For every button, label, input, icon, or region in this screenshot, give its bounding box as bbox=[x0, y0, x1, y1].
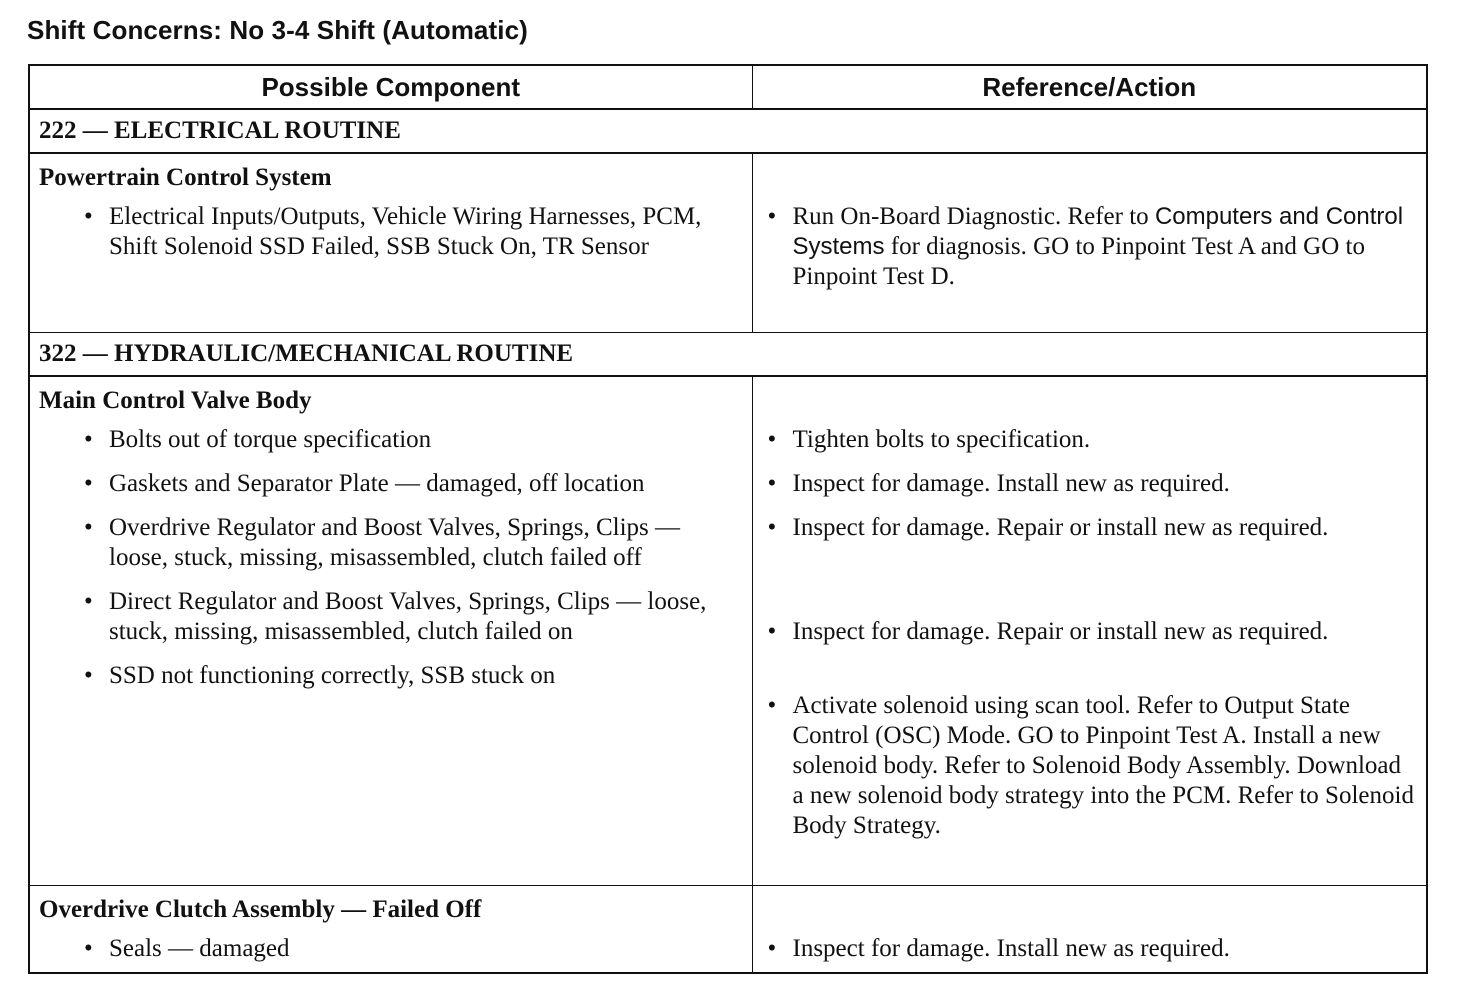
bullet: • bbox=[84, 203, 93, 230]
component-text: Direct Regulator and Boost Valves, Springs, Clips — loose, stuck, missing, misassembled, clutch failed on bbox=[109, 588, 707, 645]
component-cell bbox=[29, 153, 752, 333]
list-item bbox=[30, 587, 752, 647]
component-text: Seals — damaged bbox=[109, 935, 290, 962]
action-text: Inspect for damage. Install new as required. bbox=[792, 935, 1230, 962]
component-text: SSD not functioning correctly, SSB stuck on bbox=[109, 662, 556, 689]
action-cell bbox=[752, 886, 1427, 974]
shift-concerns-table bbox=[28, 64, 1428, 974]
component-text: Overdrive Regulator and Boost Valves, Springs, Clips — loose, stuck, missing, misassembled, clutch failed off bbox=[109, 514, 681, 571]
routine-row bbox=[29, 333, 1427, 377]
action-cell bbox=[752, 376, 1427, 886]
group-title-powertrain: Powertrain Control System bbox=[39, 164, 332, 191]
bullet: • bbox=[84, 470, 93, 497]
table-row bbox=[29, 376, 1427, 886]
action-text-pre: Run On-Board Diagnostic. Refer to bbox=[792, 203, 1155, 230]
bullet: • bbox=[84, 662, 93, 689]
component-text: Gaskets and Separator Plate — damaged, off location bbox=[109, 470, 645, 497]
bullet: • bbox=[767, 203, 777, 230]
list-item bbox=[30, 661, 752, 691]
column-header-component: Possible Component bbox=[29, 65, 752, 109]
table-header-row bbox=[29, 65, 1427, 109]
bullet: • bbox=[84, 935, 93, 962]
bullet: • bbox=[767, 470, 777, 497]
list-item bbox=[753, 691, 1427, 841]
routine-row bbox=[29, 109, 1427, 153]
component-text: Bolts out of torque specification bbox=[109, 426, 432, 453]
routine-hydraulic: 322 — HYDRAULIC/MECHANICAL ROUTINE bbox=[29, 333, 1427, 377]
list-item bbox=[753, 617, 1427, 677]
page-title: Shift Concerns: No 3-4 Shift (Automatic) bbox=[27, 15, 528, 45]
bullet: • bbox=[84, 514, 93, 541]
action-cell bbox=[752, 153, 1427, 333]
bullet: • bbox=[767, 692, 777, 719]
component-cell bbox=[29, 886, 752, 974]
list-item bbox=[753, 934, 1427, 964]
action-text: Inspect for damage. Install new as required. bbox=[792, 470, 1230, 497]
bullet: • bbox=[767, 514, 777, 541]
list-item bbox=[30, 513, 752, 573]
action-text: Inspect for damage. Repair or install new as required. bbox=[792, 618, 1329, 645]
action-text: Tighten bolts to specification. bbox=[792, 426, 1091, 453]
list-item bbox=[30, 202, 752, 262]
routine-electrical: 222 — ELECTRICAL ROUTINE bbox=[29, 109, 1427, 153]
table-row bbox=[29, 153, 1427, 333]
component-cell bbox=[29, 376, 752, 886]
group-title-overdrive-clutch: Overdrive Clutch Assembly — Failed Off bbox=[39, 896, 482, 923]
bullet: • bbox=[767, 618, 777, 645]
column-header-action: Reference/Action bbox=[752, 65, 1427, 109]
action-text-post: for diagnosis. GO to Pinpoint Test A and GO to Pinpoint Test D. bbox=[792, 233, 1365, 290]
action-text: Activate solenoid using scan tool. Refer to Output State Control (OSC) Mode. GO to Pinpoint Test A. Install a new solenoid body. Refer to Solenoid Body Assembly. Download a new solenoid body strategy into the PCM. Refer to Solenoid Body Strategy. bbox=[792, 692, 1414, 839]
list-item bbox=[30, 934, 752, 964]
list-item bbox=[30, 469, 752, 499]
list-item bbox=[753, 425, 1427, 455]
bullet: • bbox=[767, 935, 777, 962]
table-row bbox=[29, 886, 1427, 974]
list-item bbox=[753, 469, 1427, 499]
component-text: Electrical Inputs/Outputs, Vehicle Wiring Harnesses, PCM, Shift Solenoid SSD Failed, SSB Stuck On, TR Sensor bbox=[109, 203, 702, 260]
action-text: Inspect for damage. Repair or install new as required. bbox=[792, 514, 1329, 541]
action-reference: Computers and Control Systems bbox=[792, 203, 1404, 260]
list-item bbox=[753, 513, 1427, 603]
bullet: • bbox=[84, 426, 93, 453]
bullet: • bbox=[84, 588, 93, 615]
group-title-valve-body: Main Control Valve Body bbox=[39, 387, 312, 414]
list-item bbox=[753, 202, 1427, 292]
list-item bbox=[30, 425, 752, 455]
bullet: • bbox=[767, 426, 777, 453]
